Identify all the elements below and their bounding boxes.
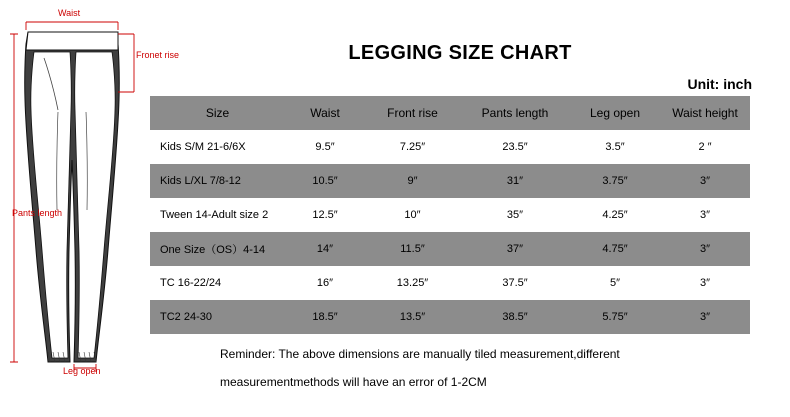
column-header-waist: Waist (285, 96, 365, 130)
annotation-pants-length: Pants length (12, 208, 63, 218)
column-header-pants-length: Pants length (460, 96, 570, 130)
legging-illustration (0, 0, 180, 412)
column-header-size: Size (150, 96, 285, 130)
chart-panel (150, 0, 790, 412)
cell-leg-open: 4.75″ (570, 232, 660, 266)
table-row (150, 164, 750, 198)
cell-size: One Size（OS）4-14 (150, 232, 285, 266)
column-header-front-rise: Front rise (365, 96, 460, 130)
cell-leg-open: 5″ (570, 266, 660, 300)
cell-front-rise: 10″ (365, 198, 460, 232)
table-header (150, 96, 750, 130)
annotation-leg-open: Leg open (63, 366, 101, 376)
table-row (150, 198, 750, 232)
cell-front-rise: 11.5″ (365, 232, 460, 266)
cell-waist-height: 3″ (660, 164, 750, 198)
cell-waist-height: 3″ (660, 198, 750, 232)
column-header-waist-height: Waist height (660, 96, 750, 130)
cell-waist: 16″ (285, 266, 365, 300)
page-title: LEGGING SIZE CHART (348, 42, 572, 64)
cell-size: TC 16-22/24 (150, 266, 285, 300)
annotation-front-rise: Fronet rise (136, 50, 180, 60)
cell-leg-open: 5.75″ (570, 300, 660, 334)
cell-waist: 14″ (285, 232, 365, 266)
legging-diagram-svg (0, 0, 150, 412)
size-chart-table (150, 96, 750, 334)
annotation-waist: Waist (58, 8, 81, 18)
cell-front-rise: 13.5″ (365, 300, 460, 334)
table-header-row (150, 96, 750, 130)
cell-pants-length: 23.5″ (460, 130, 570, 164)
cell-size: Kids L/XL 7/8-12 (150, 164, 285, 198)
table-body (150, 130, 750, 334)
cell-pants-length: 37″ (460, 232, 570, 266)
cell-front-rise: 13.25″ (365, 266, 460, 300)
cell-waist: 9.5″ (285, 130, 365, 164)
legging-shape (25, 32, 120, 362)
cell-pants-length: 31″ (460, 164, 570, 198)
cell-size: TC2 24-30 (150, 300, 285, 334)
cell-pants-length: 35″ (460, 198, 570, 232)
cell-waist-height: 2 ″ (660, 130, 750, 164)
cell-pants-length: 37.5″ (460, 266, 570, 300)
column-header-leg-open: Leg open (570, 96, 660, 130)
cell-waist: 10.5″ (285, 164, 365, 198)
table-row (150, 232, 750, 266)
cell-leg-open: 3.75″ (570, 164, 660, 198)
cell-waist-height: 3″ (660, 300, 750, 334)
table-row (150, 130, 750, 164)
cell-waist-height: 3″ (660, 232, 750, 266)
cell-front-rise: 7.25″ (365, 130, 460, 164)
reminder-line-2: measurementmethods will have an error of 1-2CM (220, 375, 487, 389)
cell-waist-height: 3″ (660, 266, 750, 300)
cell-waist: 18.5″ (285, 300, 365, 334)
cell-front-rise: 9″ (365, 164, 460, 198)
table-row (150, 300, 750, 334)
cell-waist: 12.5″ (285, 198, 365, 232)
cell-leg-open: 3.5″ (570, 130, 660, 164)
table-row (150, 266, 750, 300)
reminder-note (220, 340, 760, 396)
cell-size: Tween 14-Adult size 2 (150, 198, 285, 232)
cell-pants-length: 38.5″ (460, 300, 570, 334)
unit-label: Unit: inch (687, 76, 752, 92)
reminder-line-1: Reminder: The above dimensions are manually tiled measurement,different (220, 347, 620, 361)
cell-leg-open: 4.25″ (570, 198, 660, 232)
cell-size: Kids S/M 21-6/6X (150, 130, 285, 164)
